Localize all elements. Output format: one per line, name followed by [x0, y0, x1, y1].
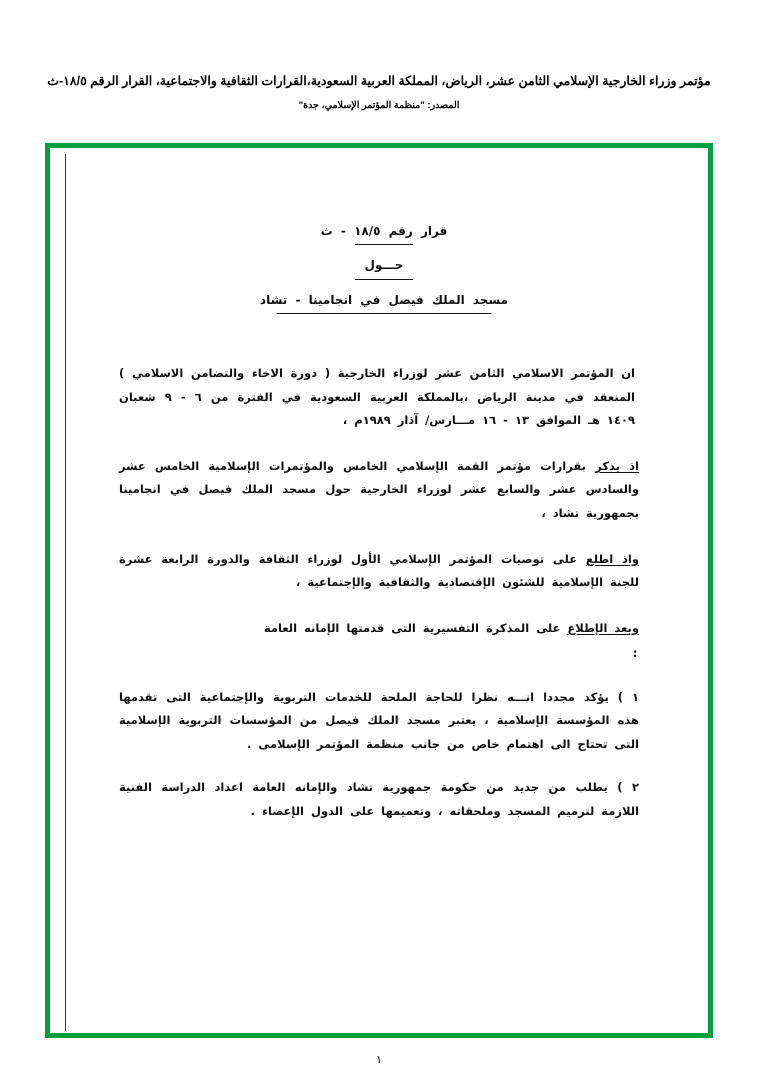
paragraph-recalling-text: بقرارات مؤتمر القمة الإسلامي الخامس والمؤتمرات الإسلامية الخامس عشر والسادس عشر والسابع عشر لوزراء الخارجية حول مسجد الملك فيصل في انجامينا بجمهورية تشاد ،	[119, 458, 639, 520]
paragraph-after-examination-lead: وبعد الإطلاع	[567, 620, 639, 635]
paragraph-after-examination-text: على المذكرة التفسيرية التى قدمتها الإمانه العامة	[263, 620, 568, 635]
resolution-number: قرار رقم ١٨/٥ - ث	[111, 220, 657, 243]
paragraph-intro: ان المؤتمر الاسلامي الثامن عشر لوزراء الخارجية ( دورة الاخاء والتضامن الاسلامي ) المنعقد في مدينة الرياض ،بالمملكة العربية السعودية في الفترة من ٦ - ٩ شعبان ١٤٠٩ هـ الموافق ١٣ - ١٦ مـــارس/ آذار ١٩٨٩م ،	[119, 366, 635, 428]
header-source: المصدر: "منظمة المؤتمر الإسلامي، جدة"	[298, 99, 460, 111]
resolution-about-label: حـــول	[111, 254, 657, 277]
paragraph-recalling-lead: اذ يذكر	[595, 458, 639, 473]
header-title: مؤتمر وزراء الخارجية الإسلامي الثامن عشر، الرياض، المملكة العربية السعودية،القرارات الثقافية والاجتماعية، القرار الرقم ١٨/٥-ث	[47, 74, 711, 88]
paragraph-having-reviewed-text: على توصيات المؤتمر الإسلامي الأول لوزراء الثقافة والدورة الرابعة عشرة للجنة الإسلامية للشئون الإقتصادية والثقافية والإجتماعية ،	[119, 551, 639, 590]
scan-inner-border	[65, 154, 702, 1031]
paragraph-after-examination	[111, 617, 657, 666]
paragraph-having-reviewed	[111, 548, 657, 595]
page-number: ١	[376, 1053, 382, 1066]
page-header	[0, 0, 758, 111]
resolution-subject: مسجد الملك فيصل في انجامينا - تشاد	[111, 289, 657, 312]
paragraph-recalling	[111, 455, 657, 526]
scan-frame	[45, 143, 713, 1038]
resolution-item-1: ١ ) يؤكد مجددا انـــه نظرا للحاجة الملحة للخدمات التربوية والإجتماعية التى تقدمها هذه المؤسسة الإسلامية ، يعتبر مسجد الملك فيصل من المؤسسات التربوية الإسلامية التى تحتاج الى اهتمام خاص من جانب منظمة المؤتمر الإسلامى .	[119, 689, 639, 751]
document-title-block	[111, 220, 657, 312]
paragraph-after-examination-colon: :	[632, 646, 639, 661]
scanned-document-body	[66, 154, 702, 1031]
paragraph-having-reviewed-lead: واذ اطلع	[585, 551, 639, 566]
resolution-item-2: ٢ ) يطلب من جديد من حكومة جمهورية تشاد والإمانه العامة اعداد الدراسة الفنية اللازمة لترميم المسجد وملحقاته ، وتعميمها على الدول الإعضاء .	[119, 780, 639, 819]
